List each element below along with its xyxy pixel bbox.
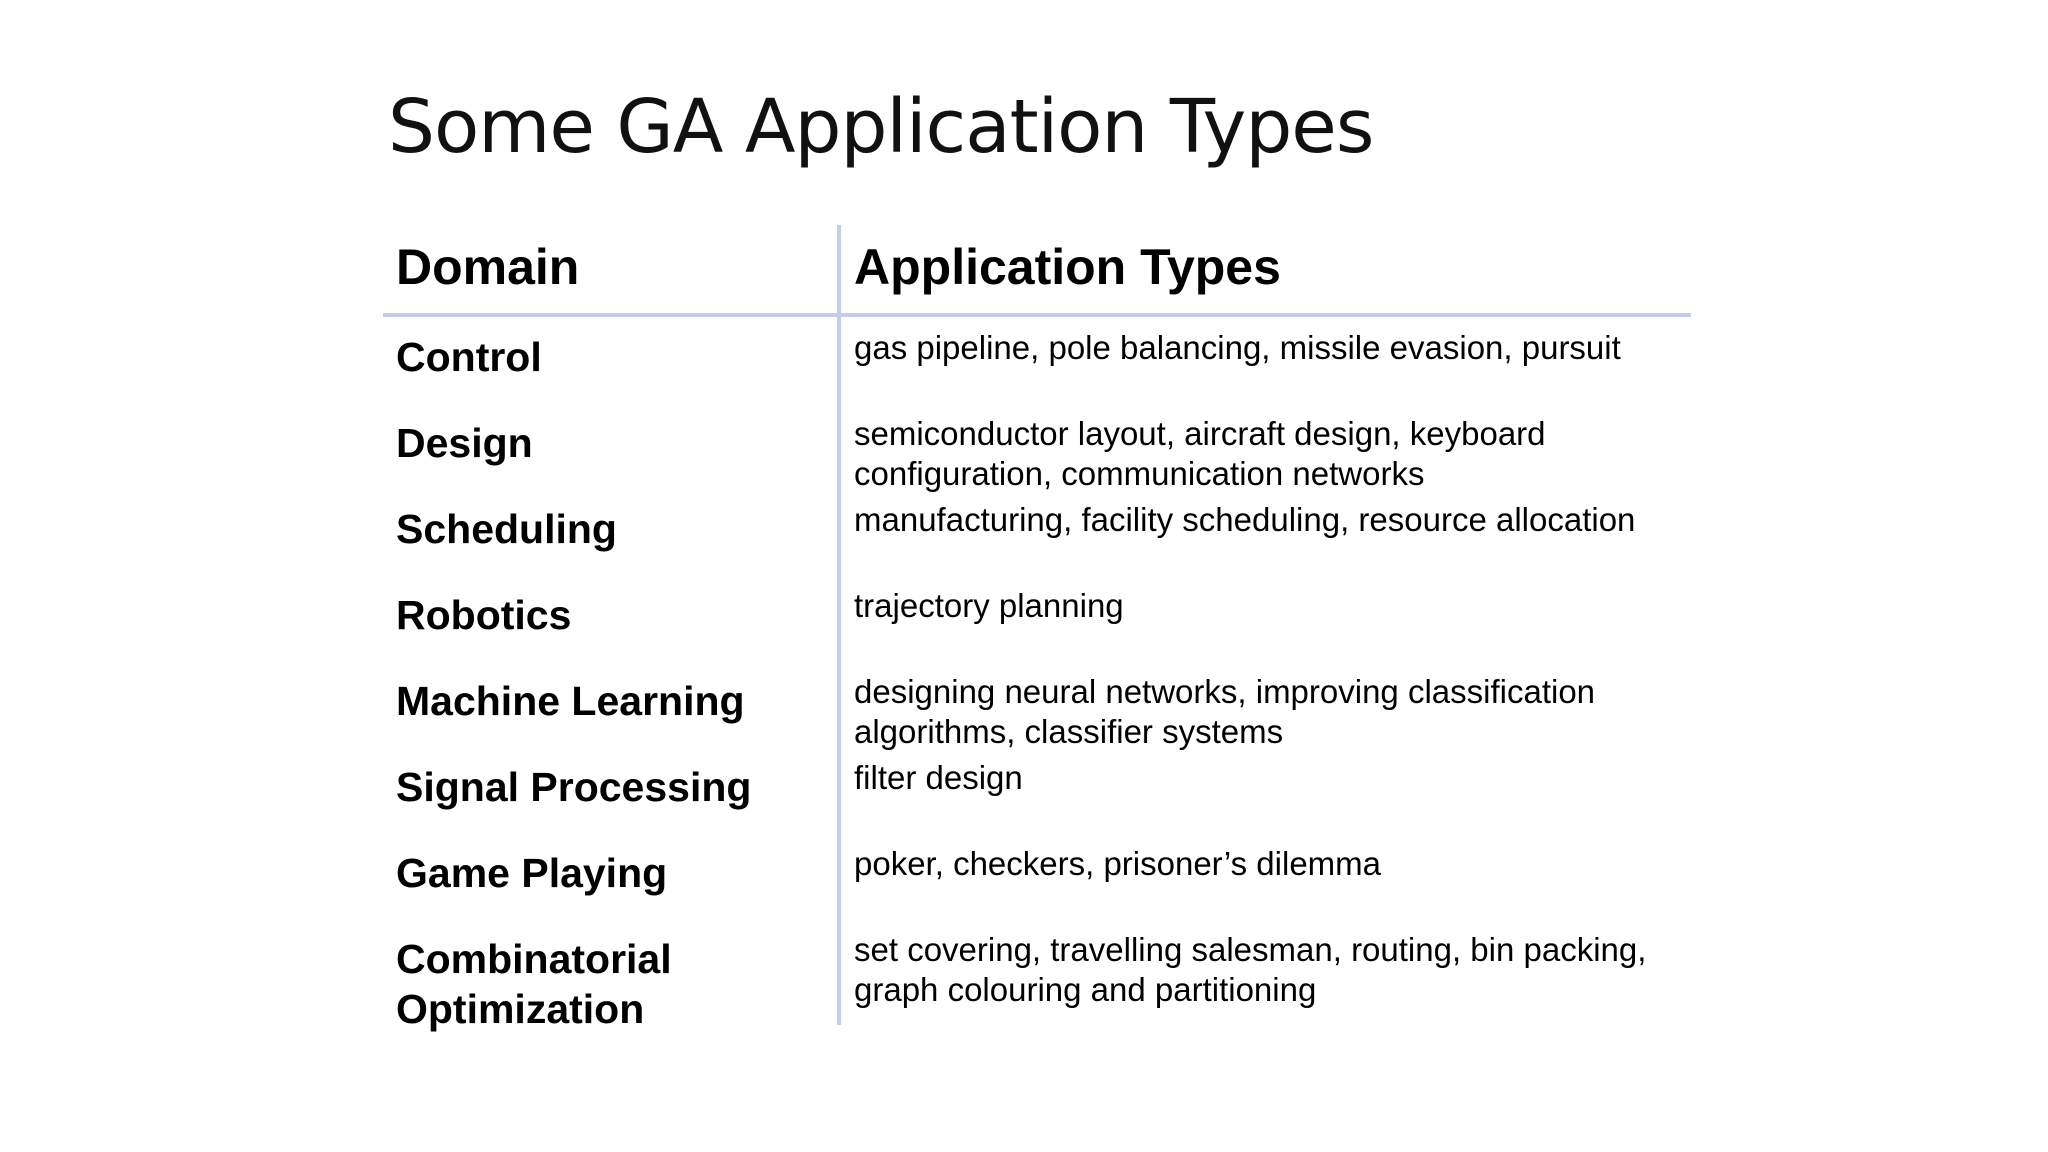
table-row (383, 317, 1691, 403)
domain-cell: Scheduling (396, 506, 617, 552)
slide-title: Some GA Application Types (388, 84, 1374, 170)
table-row (383, 403, 1691, 492)
applications-cell: trajectory planning (854, 587, 1124, 624)
table-row (383, 833, 1691, 919)
applications-cell: semiconductor layout, aircraft design, keyboard configuration, communication networks (854, 415, 1546, 492)
domain-cell: Game Playing (396, 850, 668, 896)
table-body (383, 317, 1691, 1037)
applications-cell: poker, checkers, prisoner’s dilemma (854, 845, 1382, 882)
table-row (383, 747, 1691, 833)
domain-cell: Signal Processing (396, 764, 752, 810)
applications-cell: gas pipeline, pole balancing, missile evasion, pursuit (854, 329, 1621, 366)
domain-cell: Machine Learning (396, 678, 745, 724)
domain-cell: Robotics (396, 592, 572, 638)
table-row (383, 661, 1691, 750)
domain-cell: Design (396, 420, 533, 466)
column-header-application-types: Application Types (854, 239, 1281, 295)
column-header-domain: Domain (396, 239, 580, 295)
applications-cell: manufacturing, facility scheduling, resource allocation (854, 501, 1636, 538)
applications-cell: filter design (854, 759, 1023, 796)
applications-cell: designing neural networks, improving classification algorithms, classifier systems (854, 673, 1596, 750)
table-row (383, 575, 1691, 661)
table-row (383, 489, 1691, 575)
domain-cell: Combinatorial Optimization (396, 936, 672, 1032)
domain-cell: Control (396, 334, 542, 380)
applications-cell: set covering, travelling salesman, routing, bin packing, graph colouring and partitioning (854, 931, 1647, 1008)
table-row (383, 919, 1691, 1037)
application-types-table (383, 225, 1691, 1032)
